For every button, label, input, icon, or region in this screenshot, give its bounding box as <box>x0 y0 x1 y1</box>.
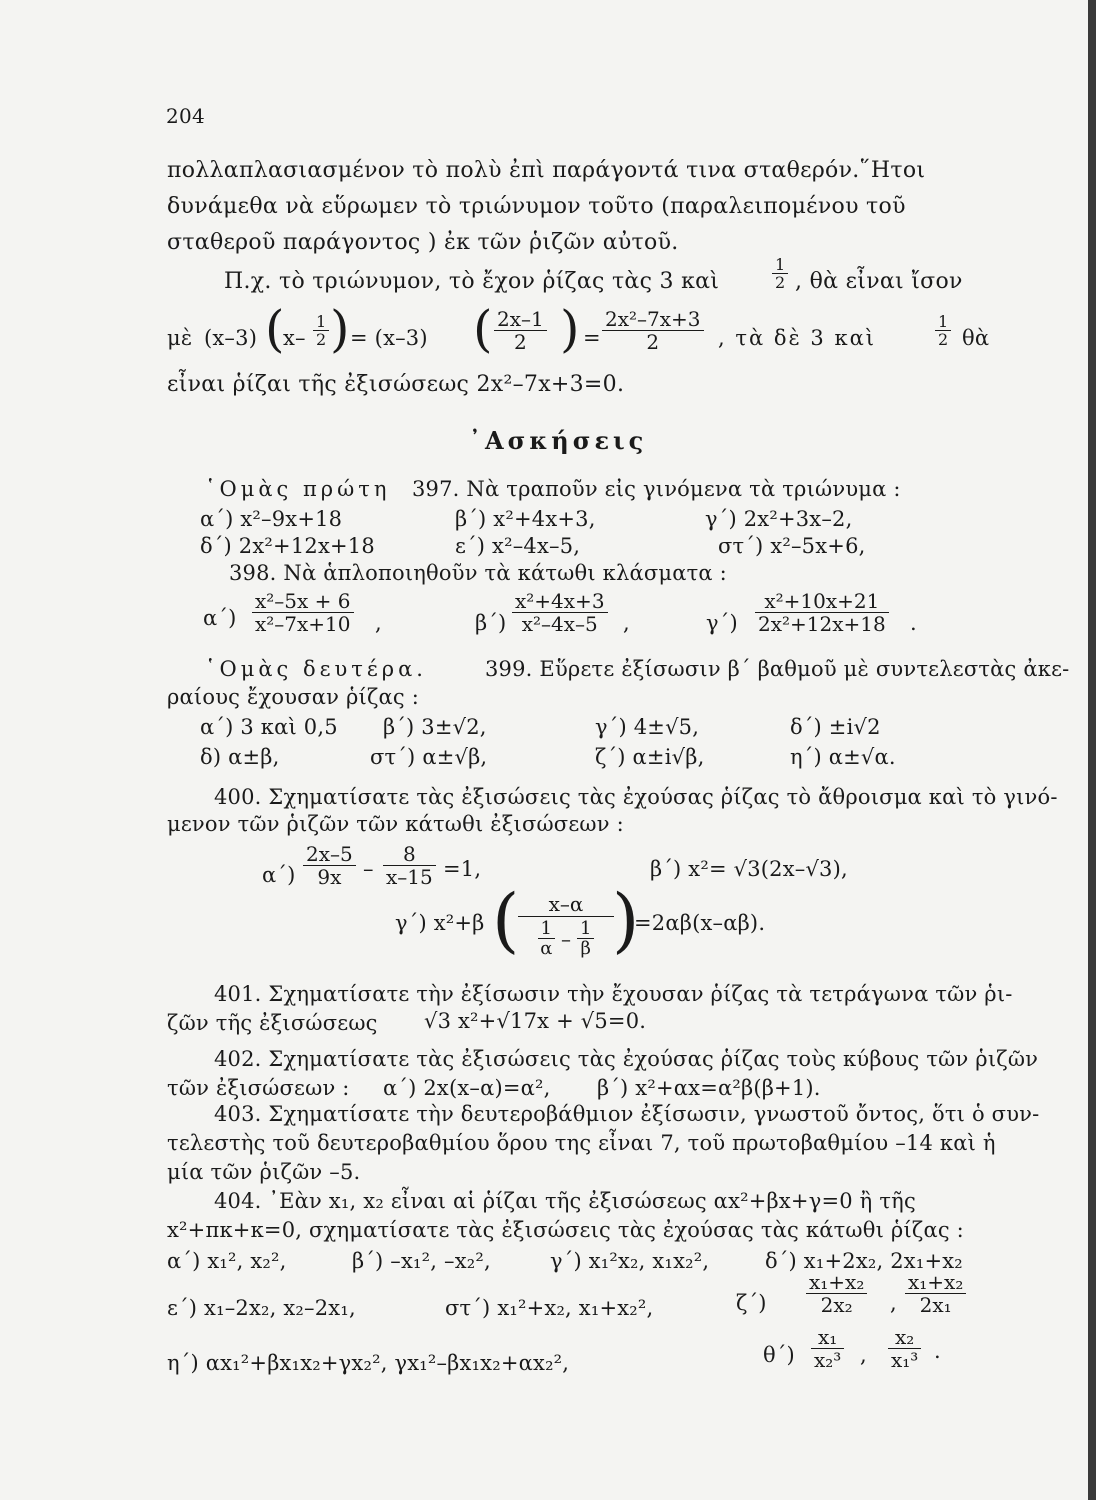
left-paren: ( <box>265 300 285 358</box>
ex399-c: γ΄) 4±√5, <box>595 715 700 739</box>
ex399-a: α΄) 3 καὶ 0,5 <box>200 715 338 739</box>
fraction-numerator: 1 <box>577 919 594 939</box>
fraction-denominator: 2x₁ <box>919 1293 952 1317</box>
intro-last-line: εἶναι ῥίζαι τῆς ἐξισώσεως 2x²–7x+3=0. <box>167 372 625 397</box>
fraction-trinomial <box>602 308 704 353</box>
ex397-e: ε΄) x²–4x–5, <box>455 534 581 558</box>
fraction-denominator: β <box>580 938 591 959</box>
exercise-402-b: β΄) x²+αx=α²β(β+1). <box>597 1076 821 1100</box>
ex399-b: β΄) 3±√2, <box>383 715 487 739</box>
example-end: , θὰ εἶναι ἴσον <box>795 269 963 294</box>
inner-fraction-2 <box>577 919 594 958</box>
group-2-label: ῾Ομὰς δευτέρα. <box>205 657 427 681</box>
intro-line-1: πολλαπλασιασμένον τὸ πολὺ ἐπὶ παράγοντά τινα σταθερόν.῞Ητοι <box>167 158 926 183</box>
ex400-a-fraction-1 <box>303 843 356 888</box>
ex404-i-end: . <box>934 1339 941 1363</box>
exercise-403-line-3: μία τῶν ῥιζῶν –5. <box>167 1160 361 1184</box>
ex399-e: δ) α±β, <box>200 745 280 769</box>
ex398-c-sep: . <box>910 611 917 635</box>
ex398-b-sep: , <box>623 611 630 635</box>
ex399-g: ζ΄) α±i√β, <box>595 745 705 769</box>
exercise-399-line-2: ραίους ἔχουσαν ῥίζας : <box>167 685 420 709</box>
fraction-numerator: x²–5x + 6 <box>252 590 354 613</box>
half-fraction-2 <box>313 313 329 348</box>
group-1-label: ῾Ομὰς πρώτη <box>205 477 391 501</box>
fraction-denominator: 2 <box>775 273 786 292</box>
ex400-b: β΄) x²= √3(2x–√3), <box>650 857 848 881</box>
page-number: 204 <box>166 104 206 128</box>
fraction-denominator: 2x²+12x+18 <box>758 612 886 636</box>
fraction-numerator: 2x²–7x+3 <box>602 308 704 331</box>
exercise-403-line-1: 403. Σχηματίσατε τὴν δευτεροβάθμιον ἐξίσωσιν, γνωστοῦ ὄντος, ὅτι ὁ συν- <box>214 1102 1040 1126</box>
ex404-i-fraction-2 <box>888 1326 921 1371</box>
exercise-402-line-2: τῶν ἐξισώσεων : <box>167 1076 350 1100</box>
ex404-i-fraction-1 <box>811 1326 844 1371</box>
equals-sign: = <box>583 326 601 350</box>
exercise-401-line-2: ζῶν τῆς ἐξισώσεως <box>167 1011 378 1035</box>
equals-expr: = (x–3) <box>350 326 428 350</box>
ex400-a-fraction-2 <box>383 843 436 888</box>
fraction-numerator: 1 <box>772 256 788 274</box>
ex404-a: α΄) x₁², x₂², <box>167 1249 287 1273</box>
ex400-a-end: =1, <box>443 857 482 881</box>
fraction-numerator: x²+4x+3 <box>512 590 608 613</box>
fraction-denominator: 9x <box>317 865 342 889</box>
ex399-d: δ΄) ±i√2 <box>790 715 881 739</box>
exercise-402-a: α΄) 2x(x–α)=α², <box>383 1076 551 1100</box>
fraction-2x-minus-1 <box>494 308 547 353</box>
left-paren: ( <box>492 879 520 961</box>
fraction-numerator: 1 <box>538 919 555 939</box>
complex-denominator <box>518 917 614 958</box>
me-word: μὲ <box>167 326 193 350</box>
fraction-numerator: x₂ <box>888 1326 921 1349</box>
left-paren: ( <box>473 300 493 358</box>
ex404-i-label: θ΄) <box>763 1343 795 1367</box>
ex400-c-end: =2αβ(x–αβ). <box>634 911 766 935</box>
ex404-d: δ΄) x₁+2x₂, 2x₁+x₂ <box>765 1249 963 1273</box>
ex400-a-label: α΄) <box>262 863 296 887</box>
ex398-c-label: γ΄) <box>706 611 738 635</box>
expr-x-minus-3: (x–3) <box>204 326 258 350</box>
right-paren: ) <box>612 879 640 961</box>
ex398-a-fraction <box>252 590 354 635</box>
ex404-g-fraction-2 <box>905 1271 966 1316</box>
ex398-b-label: β΄) <box>475 611 507 635</box>
tail-end: θὰ <box>962 326 990 350</box>
ex397-a: α΄) x²–9x+18 <box>200 507 343 531</box>
fraction-denominator: x²–7x+10 <box>255 612 351 636</box>
intro-line-2: δυνάμεθα νὰ εὕρωμεν τὸ τριώνυμον τοῦτο (παραλειπομένου τοῦ <box>167 194 906 219</box>
section-heading: ᾿Ασκήσεις <box>469 426 648 455</box>
ex404-f: στ΄) x₁²+x₂, x₁+x₂², <box>445 1296 654 1320</box>
fraction-numerator: x₁+x₂ <box>806 1271 867 1294</box>
ex400-a-minus: – <box>363 857 374 881</box>
exercise-401-equation: √3 x²+√17x + √5=0. <box>424 1009 647 1033</box>
exercise-401-line-1: 401. Σχηματίσατε τὴν ἐξίσωσιν τὴν ἔχουσαν ῥίζας τὰ τετράγωνα τῶν ῥι- <box>214 982 1013 1006</box>
ex404-g-fraction-1 <box>806 1271 867 1316</box>
ex404-i-sep: , <box>860 1343 867 1367</box>
fraction-denominator: x²–4x–5 <box>521 612 598 636</box>
ex397-b: β΄) x²+4x+3, <box>455 507 596 531</box>
ex404-b: β΄) –x₁², –x₂², <box>352 1249 491 1273</box>
ex404-c: γ΄) x₁²x₂, x₁x₂², <box>550 1249 710 1273</box>
fraction-numerator: 1 <box>935 313 951 331</box>
ex404-e: ε΄) x₁–2x₂, x₂–2x₁, <box>167 1296 356 1320</box>
fraction-numerator: x₁+x₂ <box>905 1271 966 1294</box>
fraction-denominator: x–15 <box>386 865 433 889</box>
complex-numerator: x–α <box>518 893 614 917</box>
right-paren: ) <box>330 300 350 358</box>
fraction-denominator: 2x₂ <box>820 1293 853 1317</box>
inner-minus: – <box>561 926 571 951</box>
ex400-c-complex-fraction <box>518 893 614 958</box>
fraction-denominator: 2 <box>646 330 660 354</box>
half-fraction-3 <box>935 313 951 348</box>
exercise-400-line-1: 400. Σχηματίσατε τὰς ἐξισώσεις τὰς ἐχούσας ῥίζας τὸ ἄθροισμα καὶ τὸ γινό- <box>214 785 1058 809</box>
page-edge <box>1088 0 1096 1500</box>
ex398-a-sep: , <box>375 611 382 635</box>
exercise-404-line-1: 404. ᾿Εὰν x₁, x₂ εἶναι αἱ ῥίζαι τῆς ἐξισώσεως αx²+βx+γ=0 ἢ τῆς <box>214 1189 916 1213</box>
ex397-c: γ΄) 2x²+3x–2, <box>705 507 853 531</box>
intro-line-3: σταθεροῦ παράγοντος ) ἐκ τῶν ῥιζῶν αὐτοῦ. <box>167 230 679 255</box>
fraction-denominator: x₁³ <box>891 1348 919 1372</box>
fraction-numerator: x₁ <box>811 1326 844 1349</box>
exercise-399-line-1: 399. Εὕρετε ἐξίσωσιν β΄ βαθμοῦ μὲ συντελεστὰς ἀκε- <box>485 657 1070 681</box>
exercise-398: 398. Νὰ ἁπλοποιηθοῦν τὰ κάτωθι κλάσματα : <box>229 561 727 585</box>
half-fraction <box>772 256 788 291</box>
fraction-numerator: 2x–1 <box>494 308 547 331</box>
fraction-numerator: 8 <box>383 843 436 866</box>
ex404-g-label: ζ΄) <box>736 1291 767 1315</box>
exercise-400-line-2: μενον τῶν ῥιζῶν τῶν κάτωθι ἐξισώσεων : <box>167 812 624 836</box>
fraction-denominator: 2 <box>316 330 327 349</box>
ex399-h: η΄) α±√α. <box>790 745 896 769</box>
ex404-h: η΄) αx₁²+βx₁x₂+γx₂², γx₁²–βx₁x₂+αx₂², <box>167 1351 570 1375</box>
fraction-denominator: α <box>540 938 553 959</box>
expr-x-minus: x– <box>283 326 306 350</box>
exercise-397: 397. Νὰ τραποῦν εἰς γινόμενα τὰ τριώνυμα : <box>412 477 901 501</box>
fraction-denominator: 2 <box>938 330 949 349</box>
fraction-numerator: 1 <box>313 313 329 331</box>
ex397-f: στ΄) x²–5x+6, <box>718 534 866 558</box>
ex399-f: στ΄) α±√β, <box>370 745 488 769</box>
right-paren: ) <box>560 300 580 358</box>
ex398-b-fraction <box>512 590 608 635</box>
fraction-numerator: x²+10x+21 <box>755 590 889 613</box>
fraction-denominator: x₂³ <box>814 1348 842 1372</box>
ex398-a-label: α΄) <box>203 606 237 630</box>
inner-fraction-1 <box>538 919 555 958</box>
ex397-d: δ΄) 2x²+12x+18 <box>200 534 375 558</box>
fraction-denominator: 2 <box>514 330 527 354</box>
exercise-403-line-2: τελεστὴς τοῦ δευτεροβαθμίου ὅρου της εἶναι 7, τοῦ πρωτοβαθμίου –14 καὶ ἡ <box>167 1131 996 1155</box>
fraction-numerator: 2x–5 <box>303 843 356 866</box>
exercise-404-line-2: x²+πκ+κ=0, σχηματίσατε τὰς ἐξισώσεις τὰς ἐχούσας τὰς κάτωθι ῥίζας : <box>167 1218 964 1242</box>
ex404-g-sep: , <box>890 1291 897 1315</box>
tail-text: , τὰ δὲ 3 καὶ <box>718 326 876 350</box>
ex400-c-start: γ΄) x²+β <box>395 911 485 935</box>
ex398-c-fraction <box>755 590 889 635</box>
exercise-402-line-1: 402. Σχηματίσατε τὰς ἐξισώσεις τὰς ἐχούσας ῥίζας τοὺς κύβους τῶν ῥιζῶν <box>214 1047 1039 1071</box>
example-start: Π.χ. τὸ τριώνυμον, τὸ ἔχον ῥίζας τὰς 3 καὶ <box>224 269 720 294</box>
